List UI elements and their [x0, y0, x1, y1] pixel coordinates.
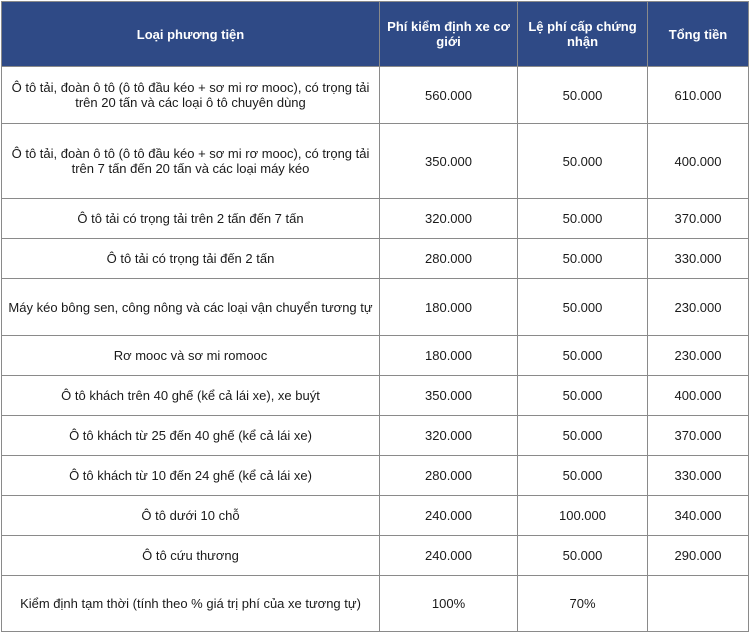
table-row [2, 336, 749, 376]
cell-total: 230.000 [648, 336, 749, 376]
cell-total: 330.000 [648, 239, 749, 279]
cell-inspection-fee: 350.000 [380, 124, 518, 199]
cell-certificate-fee: 50.000 [518, 336, 648, 376]
table-row [2, 416, 749, 456]
table-row [2, 199, 749, 239]
fee-table [1, 1, 749, 632]
cell-total: 290.000 [648, 536, 749, 576]
cell-inspection-fee: 280.000 [380, 239, 518, 279]
cell-certificate-fee: 50.000 [518, 536, 648, 576]
table-row [2, 536, 749, 576]
cell-certificate-fee: 50.000 [518, 67, 648, 124]
cell-total: 340.000 [648, 496, 749, 536]
cell-vehicle-type: Ô tô khách trên 40 ghế (kể cả lái xe), xe buýt [2, 376, 380, 416]
table-row [2, 496, 749, 536]
cell-total: 230.000 [648, 279, 749, 336]
cell-inspection-fee: 180.000 [380, 279, 518, 336]
header-row [2, 2, 749, 67]
table-row [2, 67, 749, 124]
table-row [2, 456, 749, 496]
cell-inspection-fee: 240.000 [380, 536, 518, 576]
cell-certificate-fee: 70% [518, 576, 648, 632]
table-row [2, 239, 749, 279]
cell-vehicle-type: Ô tô khách từ 10 đến 24 ghế (kể cả lái xe) [2, 456, 380, 496]
cell-inspection-fee: 240.000 [380, 496, 518, 536]
cell-vehicle-type: Ô tô tải, đoàn ô tô (ô tô đầu kéo + sơ mi rơ mooc), có trọng tải trên 20 tấn và các loại ô tô chuyên dùng [2, 67, 380, 124]
cell-inspection-fee: 100% [380, 576, 518, 632]
table-row [2, 576, 749, 632]
cell-vehicle-type: Rơ mooc và sơ mi romooc [2, 336, 380, 376]
cell-vehicle-type: Ô tô dưới 10 chỗ [2, 496, 380, 536]
cell-inspection-fee: 320.000 [380, 416, 518, 456]
cell-vehicle-type: Ô tô khách từ 25 đến 40 ghế (kể cả lái xe) [2, 416, 380, 456]
cell-total [648, 576, 749, 632]
cell-vehicle-type: Kiểm định tạm thời (tính theo % giá trị phí của xe tương tự) [2, 576, 380, 632]
cell-certificate-fee: 50.000 [518, 416, 648, 456]
cell-vehicle-type: Ô tô cứu thương [2, 536, 380, 576]
cell-inspection-fee: 350.000 [380, 376, 518, 416]
cell-inspection-fee: 180.000 [380, 336, 518, 376]
cell-inspection-fee: 320.000 [380, 199, 518, 239]
cell-certificate-fee: 50.000 [518, 199, 648, 239]
header-total: Tổng tiền [648, 2, 749, 67]
cell-total: 370.000 [648, 199, 749, 239]
header-certificate-fee: Lệ phí cấp chứng nhận [518, 2, 648, 67]
cell-vehicle-type: Ô tô tải có trọng tải trên 2 tấn đến 7 tấn [2, 199, 380, 239]
cell-certificate-fee: 100.000 [518, 496, 648, 536]
header-vehicle-type: Loại phương tiện [2, 2, 380, 67]
cell-certificate-fee: 50.000 [518, 376, 648, 416]
cell-certificate-fee: 50.000 [518, 124, 648, 199]
cell-inspection-fee: 280.000 [380, 456, 518, 496]
cell-certificate-fee: 50.000 [518, 239, 648, 279]
cell-total: 400.000 [648, 124, 749, 199]
cell-certificate-fee: 50.000 [518, 279, 648, 336]
cell-vehicle-type: Ô tô tải có trọng tải đến 2 tấn [2, 239, 380, 279]
table-row [2, 279, 749, 336]
cell-vehicle-type: Máy kéo bông sen, công nông và các loại vận chuyển tương tự [2, 279, 380, 336]
cell-total: 370.000 [648, 416, 749, 456]
header-inspection-fee: Phí kiểm định xe cơ giới [380, 2, 518, 67]
cell-certificate-fee: 50.000 [518, 456, 648, 496]
cell-total: 330.000 [648, 456, 749, 496]
cell-total: 610.000 [648, 67, 749, 124]
table-row [2, 124, 749, 199]
cell-total: 400.000 [648, 376, 749, 416]
table-row [2, 376, 749, 416]
cell-inspection-fee: 560.000 [380, 67, 518, 124]
cell-vehicle-type: Ô tô tải, đoàn ô tô (ô tô đầu kéo + sơ mi rơ mooc), có trọng tải trên 7 tấn đến 20 tấn và các loại máy kéo [2, 124, 380, 199]
